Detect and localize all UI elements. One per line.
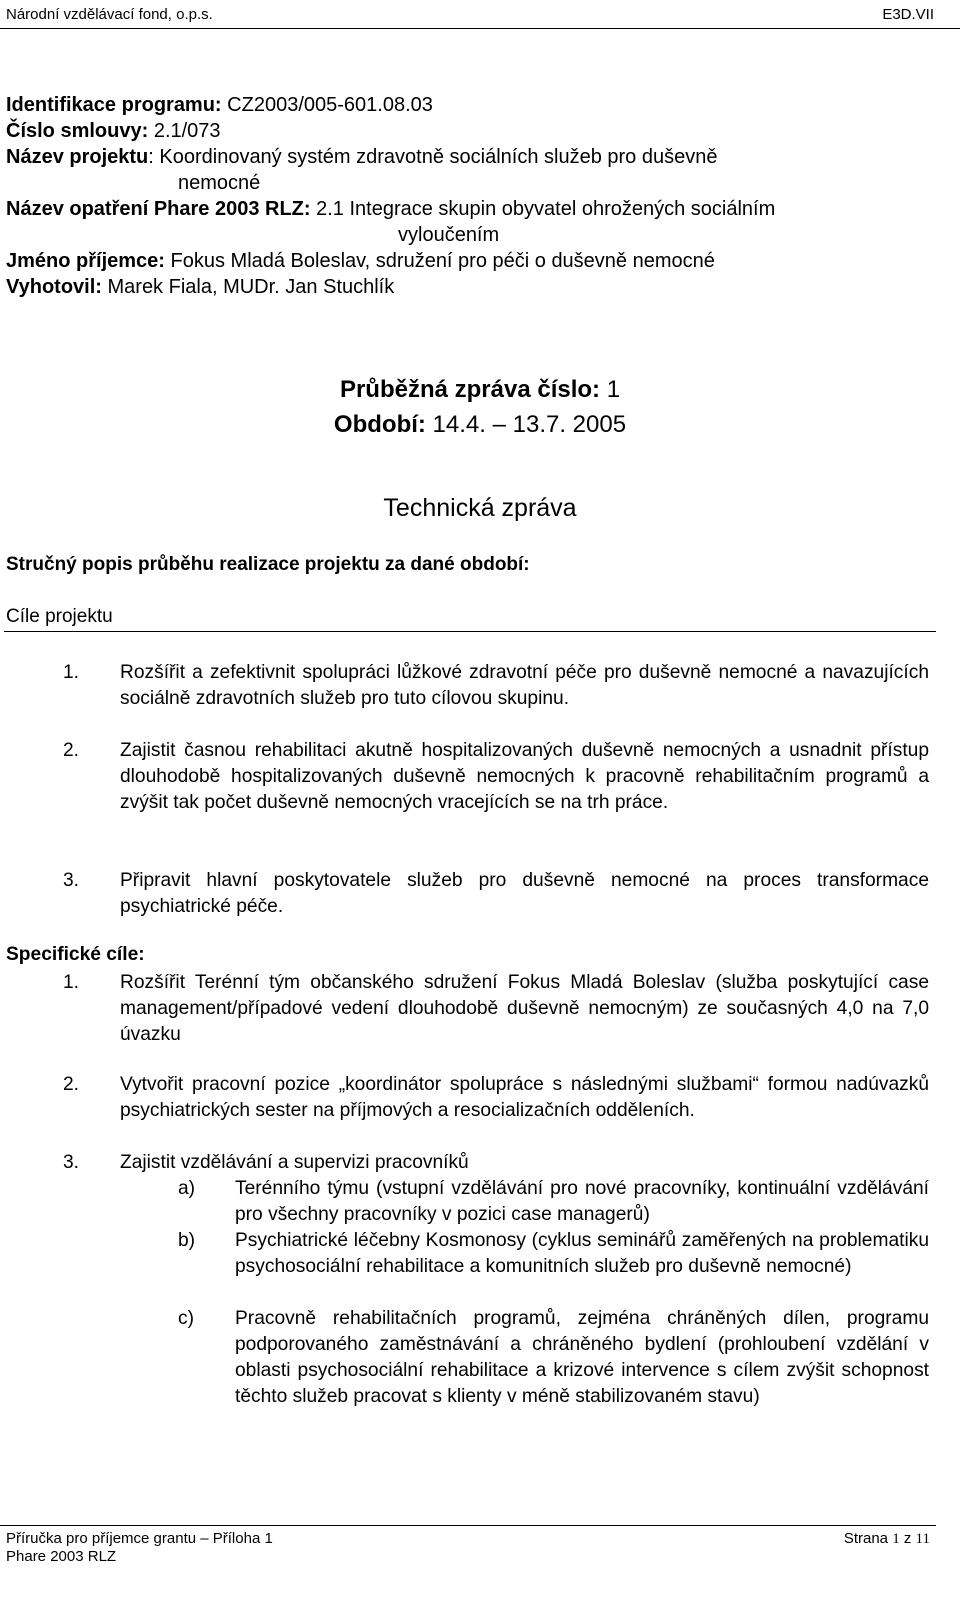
sub-item-text: Terénního týmu (vstupní vzdělávání pro nové pracovníky, kontinuální vzdělávání pro všechny pracovníky v pozici case managerů)	[235, 1178, 929, 1225]
report-period	[0, 411, 960, 439]
contract-line	[6, 118, 221, 144]
sub-item-text: Pracovně rehabilitačních programů, zejména chráněných dílen, programu podporovaného zaměstnávání a chráněného bydlení (prohloubení vzdělání v oblasti psychosociální rehabilitace a krizové intervence s cílem zvýšit schopnost těchto služeb pracovat s klienty v méně stabilizovaném stavu)	[235, 1308, 929, 1407]
page-prefix: Strana	[843, 1530, 893, 1547]
header-organization: Národní vzdělávací fond, o.p.s.	[6, 6, 213, 23]
goals-heading: Cíle projektu	[6, 606, 113, 627]
specific-goal-number: 1.	[63, 972, 80, 993]
report-period-label: Období:	[333, 411, 426, 438]
specific-goal-text: Vytvořit pracovní pozice „koordinátor spolupráce s následnými službami“ formou nadúvazků psychiatrických sester na příjmových a resocializačních odděleních.	[120, 1074, 929, 1121]
summary-heading: Stručný popis průběhu realizace projektu za dané období:	[6, 554, 530, 575]
page-total: 11	[915, 1531, 930, 1547]
project-name-line	[6, 144, 717, 170]
goal-text: Zajistit časnou rehabilitaci akutně hospitalizovaných duševně nemocných a usnadnit přístup dlouhodobě hospitalizovaných duševně nemocných k pracovně rehabilitačním programů a zvýšit tak počet duševně nemocných vracejících se na trh práce.	[120, 740, 929, 813]
sub-item-text: Psychiatrické léčebny Kosmonosy (cyklus seminářů zaměřených na problematiku psychosociální rehabilitace a komunitních služeb pro duševně nemocné)	[235, 1230, 929, 1277]
page-separator: z	[899, 1530, 916, 1547]
footer-program: Phare 2003 RLZ	[6, 1548, 117, 1565]
technical-report-title: Technická zpráva	[383, 494, 577, 522]
measure-value: 2.1 Integrace skupin obyvatel ohrožených sociálním	[310, 198, 776, 220]
report-number-value: 1	[600, 376, 621, 403]
specific-goal-text: Zajistit vzdělávání a supervizi pracovníků	[120, 1152, 469, 1173]
specific-goals-heading: Specifické cíle:	[6, 944, 145, 965]
sub-item-letter: c)	[178, 1308, 194, 1329]
specific-goal-number: 2.	[63, 1074, 80, 1095]
recipient-value: Fokus Mladá Boleslav, sdružení pro péči o duševně nemocné	[164, 250, 715, 272]
program-id-value: CZ2003/005-601.08.03	[221, 94, 433, 116]
recipient-line	[6, 248, 715, 274]
sub-item-letter: b)	[178, 1230, 196, 1251]
goal-number: 2.	[63, 740, 80, 761]
sub-item-letter: a)	[178, 1178, 196, 1199]
report-number	[0, 376, 960, 404]
project-name-continuation: nemocné	[178, 172, 261, 194]
page-current: 1	[892, 1531, 900, 1547]
program-id-label: Identifikace programu:	[6, 94, 222, 116]
program-id-line	[6, 92, 433, 118]
author-label: Vyhotovil:	[6, 276, 102, 298]
page-number	[844, 1530, 930, 1548]
goals-divider	[4, 631, 936, 632]
author-line	[6, 274, 394, 300]
contract-value: 2.1/073	[148, 120, 221, 142]
recipient-label: Jméno příjemce:	[6, 250, 165, 272]
goal-text: Připravit hlavní poskytovatele služeb pro duševně nemocné na proces transformace psychiatrické péče.	[120, 870, 929, 917]
header-code: E3D.VII	[882, 6, 934, 23]
author-value: Marek Fiala, MUDr. Jan Stuchlík	[101, 276, 395, 298]
project-name-label: Název projektu	[6, 146, 149, 168]
measure-continuation: vyloučením	[398, 224, 500, 246]
report-period-value: 14.4. – 13.7. 2005	[425, 411, 627, 438]
goal-text: Rozšířit a zefektivnit spolupráci lůžkové zdravotní péče pro duševně nemocné a navazujících sociálně zdravotních služeb pro tuto cílovou skupinu.	[120, 662, 929, 709]
measure-line	[6, 196, 775, 222]
specific-goal-number: 3.	[63, 1152, 80, 1173]
footer-manual-title: Příručka pro příjemce grantu – Příloha 1	[6, 1530, 273, 1547]
measure-label: Název opatření Phare 2003 RLZ:	[6, 198, 311, 220]
contract-label: Číslo smlouvy:	[6, 120, 149, 142]
report-number-label: Průběžná zpráva číslo:	[339, 376, 601, 403]
goal-number: 3.	[63, 870, 80, 891]
header-divider	[0, 28, 960, 29]
goal-number: 1.	[63, 662, 80, 683]
footer-divider	[0, 1525, 936, 1526]
project-name-value: : Koordinovaný systém zdravotně sociálních služeb pro duševně	[148, 146, 718, 168]
specific-goal-text: Rozšířit Terénní tým občanského sdružení Fokus Mladá Boleslav (služba poskytující case management/případové vedení dlouhodobě duševně nemocným) ze současných 4,0 na 7,0 úvazku	[120, 972, 929, 1045]
